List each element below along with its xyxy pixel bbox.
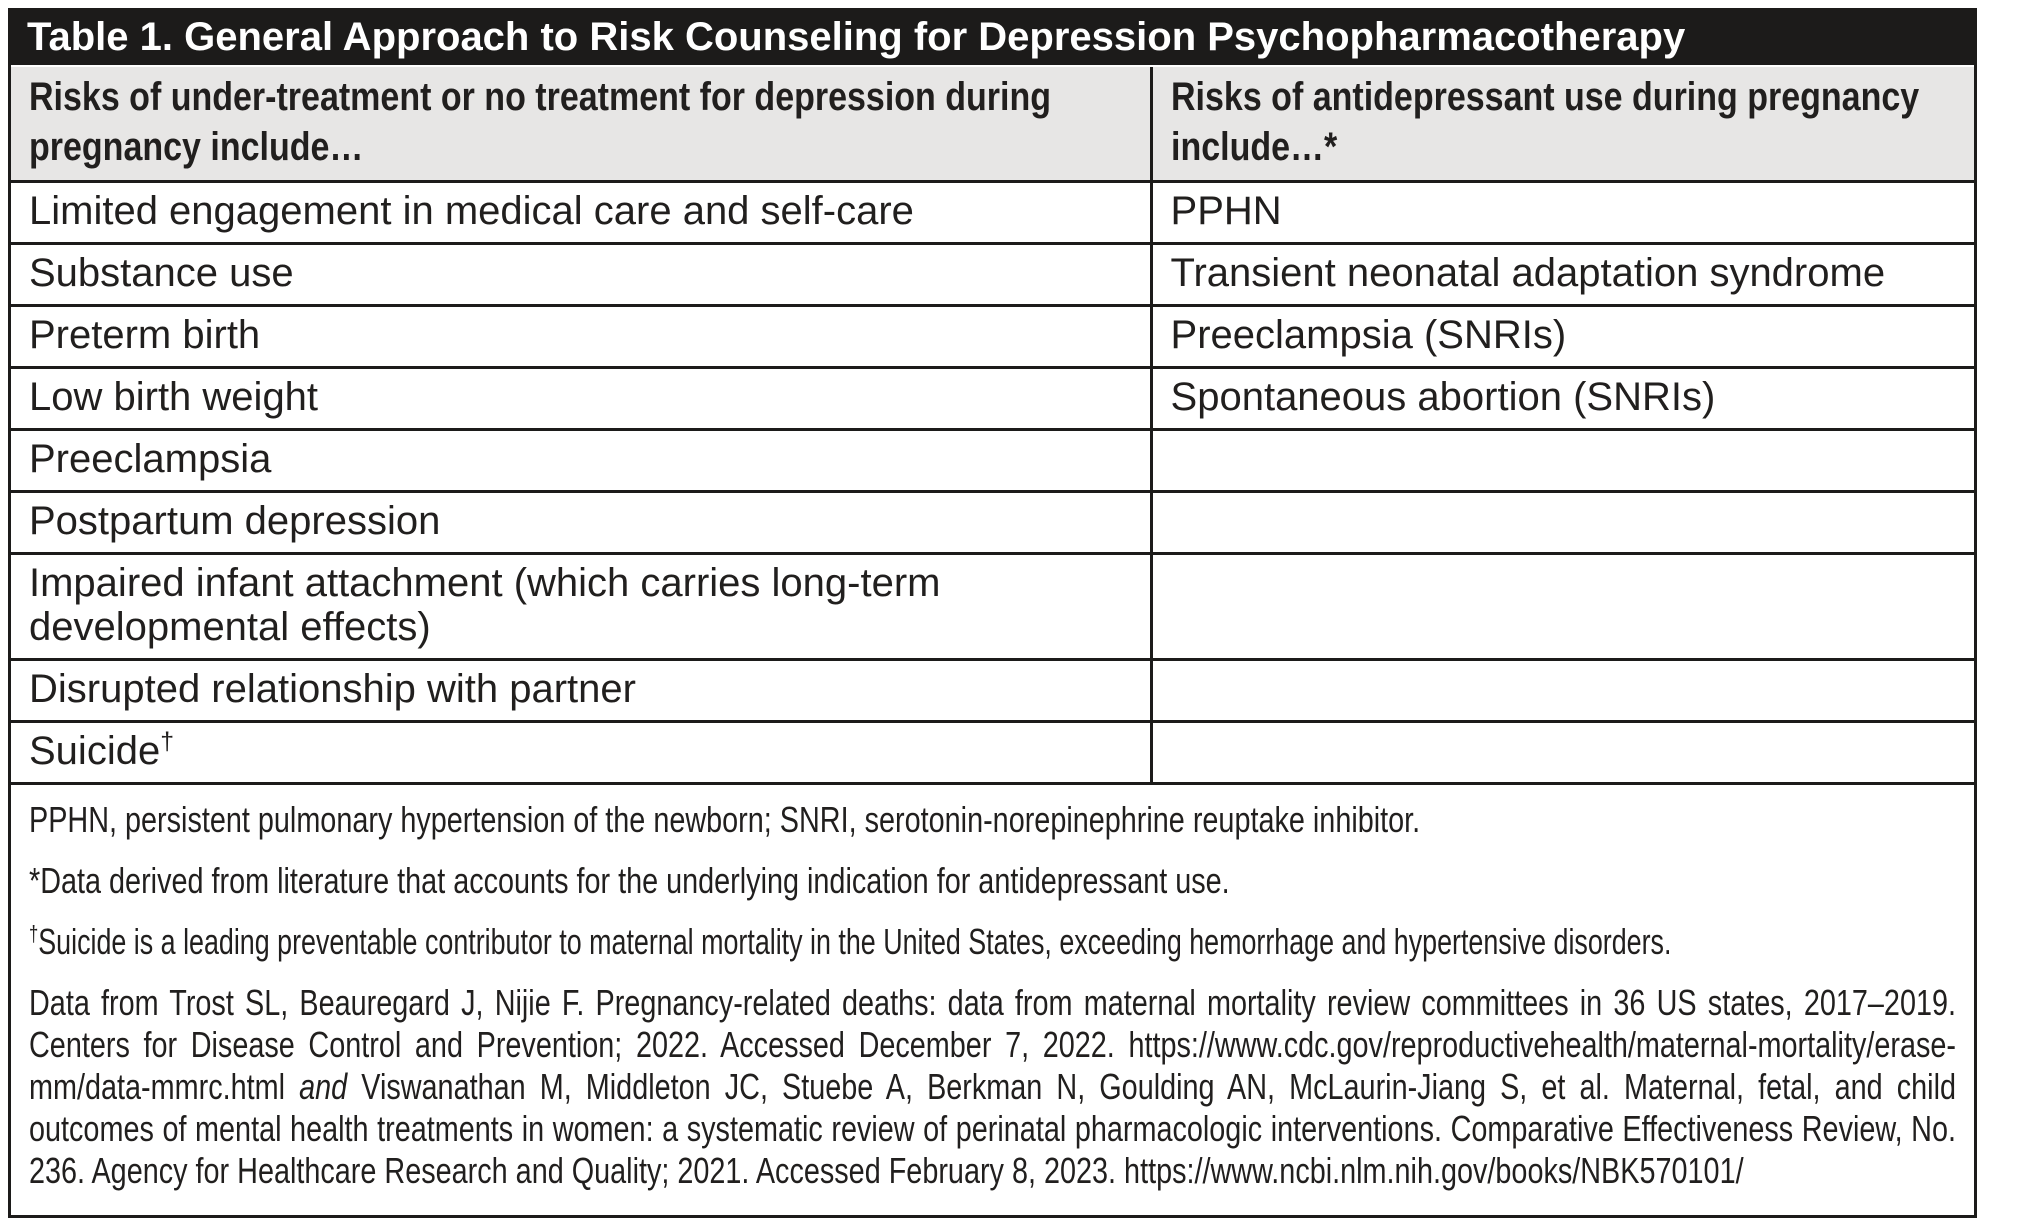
table-row [11, 555, 1974, 661]
cell-left-text: Disrupted relationship with partner [29, 667, 636, 711]
cell-left-text: Preeclampsia [29, 437, 272, 481]
source-citation-part2: Viswanathan M, Middleton JC, Stuebe A, Berkman N, Goulding AN, McLaurin-Jiang S, et al. Maternal, fetal, and child outcomes of mental health treatments in women: a systematic review of perinatal pharmacologic interventions. Comparative Effectiveness Review, No. 236. Agency for Healthcare Research and Quality; 2021. Accessed February 8, 2023. https://www.ncbi.nlm.nih.gov/books/NBK570101/ [29, 1066, 1956, 1191]
cell-left [11, 723, 1150, 782]
cell-right [1150, 183, 1974, 242]
cell-left-text: Suicide [29, 729, 161, 773]
cell-right-text: PPHN [1170, 189, 1282, 233]
table-row [11, 661, 1974, 723]
cell-right-text: Spontaneous abortion (SNRIs) [1170, 375, 1716, 419]
cell-right [1150, 369, 1974, 428]
cell-left-text: Impaired infant attachment (which carries long-term developmental effects) [29, 561, 941, 649]
dagger-superscript: † [160, 728, 174, 756]
cell-right [1150, 245, 1974, 304]
cell-left-text: Substance use [29, 251, 294, 295]
cell-left [11, 307, 1150, 366]
cell-left-text: Limited engagement in medical care and self-care [29, 189, 914, 233]
cell-left [11, 183, 1150, 242]
table-title-bar [11, 11, 1974, 67]
table-header-row [11, 67, 1974, 183]
footnote-dagger [29, 921, 1956, 963]
footnote-abbreviations [29, 799, 1956, 841]
column-header-right-label: Risks of antidepressant use during pregnancy include…* [1170, 75, 1919, 169]
footnote-dagger-text [29, 921, 1955, 963]
cell-right [1150, 307, 1974, 366]
source-citation-part1: Data from Trost SL, Beauregard J, Nijie F. Pregnancy-related deaths: data from maternal mortality review committees in 36 US states, 2017–2019. Centers for Disease Control and Prevention; 2022. Accessed December 7, 2022. https://www.cdc.gov/reproductivehealth/maternal-mortality/erase-mm/data-mmrc.html [29, 982, 1956, 1107]
table-row [11, 183, 1974, 245]
cell-left [11, 493, 1150, 552]
cell-right [1150, 723, 1974, 782]
table-row [11, 723, 1974, 785]
cell-right [1150, 431, 1974, 490]
table-row [11, 431, 1974, 493]
footnote-asterisk [29, 860, 1956, 902]
cell-right [1150, 493, 1974, 552]
cell-left [11, 369, 1150, 428]
table-footnotes [11, 785, 1974, 1215]
cell-right-text: Transient neonatal adaptation syndrome [1170, 251, 1886, 295]
cell-left [11, 245, 1150, 304]
cell-right-text: Preeclampsia (SNRIs) [1170, 313, 1567, 357]
cell-left-text: Preterm birth [29, 313, 261, 357]
footnote-dagger-body: Suicide is a leading preventable contributor to maternal mortality in the United States, exceeding hemorrhage and hypertensive disorders. [38, 921, 1672, 962]
source-citation-and: and [299, 1066, 348, 1107]
risk-counseling-table [8, 8, 1977, 1218]
cell-left [11, 661, 1150, 720]
column-header-antidepressant [1150, 67, 1974, 180]
footnote-abbreviations-text: PPHN, persistent pulmonary hypertension of the newborn; SNRI, serotonin-norepinephrine reuptake inhibitor. [29, 799, 1421, 840]
table-row [11, 369, 1974, 431]
cell-left-text: Postpartum depression [29, 499, 441, 543]
cell-right [1150, 555, 1974, 658]
table-row [11, 307, 1974, 369]
table-row [11, 493, 1974, 555]
column-header-undertreatment [11, 67, 1150, 180]
cell-left-text: Low birth weight [29, 375, 319, 419]
cell-left [11, 431, 1150, 490]
column-header-left-label: Risks of under-treatment or no treatment for depression during pregnancy include… [29, 75, 1052, 169]
cell-right [1150, 661, 1974, 720]
cell-left [11, 555, 1150, 658]
dagger-superscript: † [29, 921, 39, 946]
footnote-asterisk-text: *Data derived from literature that accounts for the underlying indication for antidepressant use. [29, 860, 1230, 901]
table-row [11, 245, 1974, 307]
table-title: Table 1. General Approach to Risk Counseling for Depression Psychopharmacotherapy [27, 15, 1686, 59]
footnote-source-text [29, 982, 1956, 1192]
footnote-source [29, 982, 1956, 1192]
